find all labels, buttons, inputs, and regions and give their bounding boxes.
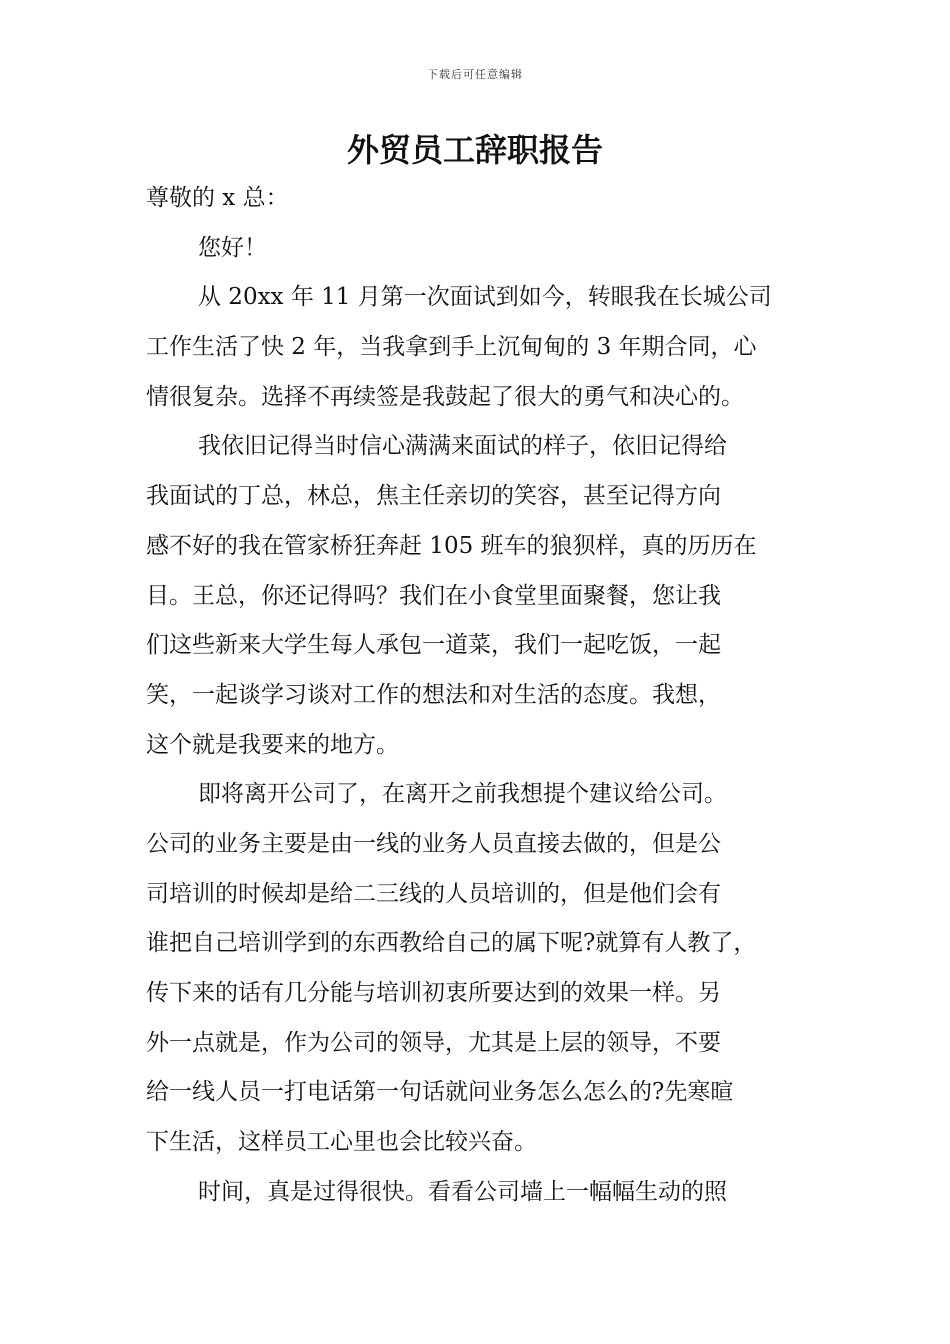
text-line: 工作生活了快 2 年，当我拿到手上沉甸甸的 3 年期合同，心	[146, 334, 757, 361]
document-title: 外贸员工辞职报告	[346, 131, 603, 169]
text-line: 我面试的丁总，林总，焦主任亲切的笑容，甚至记得方向	[146, 483, 721, 510]
text-line: 我依旧记得当时信心满满来面试的样子，依旧记得给	[198, 433, 727, 460]
text-line: 公司的业务主要是由一线的业务人员直接去做的，但是公	[146, 830, 721, 857]
text-line: 感不好的我在管家桥狂奔赶 105 班车的狼狈样，真的历历在	[146, 532, 757, 559]
text-line: 传下来的话有几分能与培训初衷所要达到的效果一样。另	[146, 980, 721, 1006]
text-line: 下生活，这样员工心里也会比较兴奋。	[146, 1129, 537, 1156]
text-line: 笑，一起谈学习谈对工作的想法和对生活的态度。我想，	[146, 681, 721, 708]
text-line: 尊敬的 x 总：	[146, 185, 289, 211]
text-line: 时间，真是过得很快。看看公司墙上一幅幅生动的照	[198, 1178, 727, 1205]
text-line: 谁把自己培训学到的东西教给自己的属下呢?就算有人教了，	[146, 930, 757, 957]
header-note: 下载后可任意编辑	[427, 68, 523, 81]
text-line: 即将离开公司了，在离开之前我想提个建议给公司。	[198, 781, 727, 808]
text-line: 司培训的时候却是给二三线的人员培训的，但是他们会有	[146, 880, 721, 907]
text-line: 从 20xx 年 11 月第一次面试到如今，转眼我在长城公司	[198, 284, 772, 311]
text-line: 外一点就是，作为公司的领导，尤其是上层的领导，不要	[146, 1029, 721, 1056]
text-line: 您好！	[198, 234, 267, 261]
text-line: 们这些新来大学生每人承包一道菜，我们一起吃饭，一起	[146, 632, 721, 659]
text-line: 情很复杂。选择不再续签是我鼓起了很大的勇气和决心的。	[146, 383, 744, 410]
text-line: 目。王总，你还记得吗？我们在小食堂里面聚餐，您让我	[146, 582, 721, 609]
text-line: 给一线人员一打电话第一句话就问业务怎么怎么的?先寒暄	[146, 1079, 734, 1106]
text-line: 这个就是我要来的地方。	[146, 731, 399, 758]
letter-body	[146, 174, 814, 1217]
